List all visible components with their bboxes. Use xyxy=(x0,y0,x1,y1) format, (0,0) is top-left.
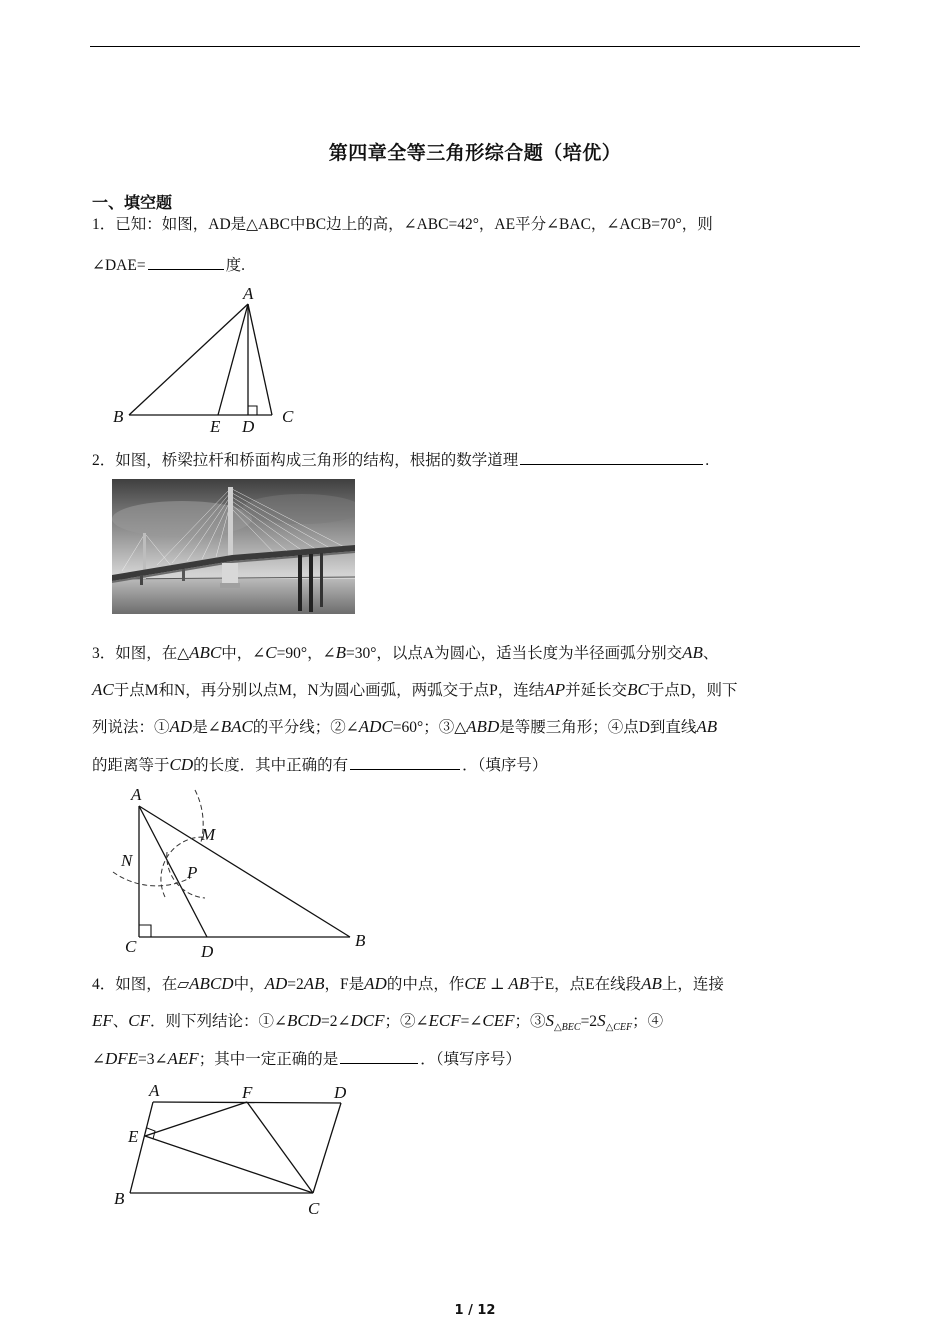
q1-line2 xyxy=(92,254,245,276)
q4-line2 xyxy=(92,1011,663,1038)
segment-ef xyxy=(145,1102,247,1136)
q4-l3e: ；其中一定正确的是 xyxy=(198,1051,339,1068)
q3-l1f: B xyxy=(335,643,346,662)
q4-l2e: BCD xyxy=(287,1011,322,1030)
q2-end: . xyxy=(705,452,710,469)
q4-l1j: CE xyxy=(464,974,487,993)
q4-l1k: ⊥ xyxy=(486,976,509,993)
q3-l2d: 并延长交 xyxy=(565,682,628,699)
q4-line1 xyxy=(92,974,724,995)
q1-triangle-figure xyxy=(105,282,305,437)
right-angle-mark xyxy=(139,925,151,937)
right-angle-mark xyxy=(248,406,257,415)
label-e: E xyxy=(128,1127,139,1146)
q4-l2i: ECF xyxy=(428,1011,461,1030)
q4-l2l: ；③ xyxy=(514,1013,546,1030)
arc-center-n xyxy=(167,852,205,898)
q4-l1d: AD xyxy=(264,974,288,993)
header-rule xyxy=(90,46,860,47)
q4-l2q: △CEF xyxy=(605,1022,633,1033)
label-c: C xyxy=(308,1199,320,1218)
q4-l2c: CF xyxy=(128,1011,151,1030)
label-d: D xyxy=(334,1083,347,1102)
q4-l2j: =∠ xyxy=(460,1013,483,1030)
label-b: B xyxy=(113,407,124,426)
page-number: 1 / 12 xyxy=(454,1303,496,1318)
q4-l2k: CEF xyxy=(482,1011,515,1030)
arc-center-a xyxy=(113,872,190,886)
q4-l1h: AD xyxy=(364,974,387,993)
label-c: C xyxy=(282,407,294,426)
q3-l1c: 中，∠ xyxy=(221,645,266,662)
label-a: A xyxy=(131,785,142,804)
label-b: B xyxy=(114,1189,125,1208)
q2-answer-blank[interactable] xyxy=(520,449,703,465)
segment-ce xyxy=(145,1136,313,1193)
label-p: P xyxy=(187,863,198,882)
q3-line4 xyxy=(92,754,547,776)
q1-angle-label: ∠DAE= xyxy=(92,257,146,274)
q3-l2b: 于点M和N，再分别以点M，N为圆心画弧，两弧交于点P，连结 xyxy=(113,682,545,699)
q3-l4d: ．（填序号） xyxy=(462,757,548,774)
q3-l3a: 列说法：① xyxy=(92,719,170,736)
q4-l2g: DCF xyxy=(350,1011,385,1030)
q4-l3b: DFE xyxy=(105,1049,139,1068)
q3-l1a: 3．如图，在△ xyxy=(92,645,190,662)
section-heading: 一、填空题 xyxy=(92,193,173,212)
label-d: D xyxy=(201,942,214,961)
q3-line1 xyxy=(92,643,718,664)
q4-l1e: =2 xyxy=(287,976,304,993)
q4-l2f: =2∠ xyxy=(321,1013,351,1030)
q3-l3g: =60°；③△ xyxy=(392,719,467,736)
q3-l1i: 、 xyxy=(702,645,719,662)
label-c: C xyxy=(125,937,137,956)
q2-text: 2．如图，桥梁拉杆和桥面构成三角形的结构，根据的数学道理 xyxy=(92,452,519,469)
q4-l1f: AB xyxy=(303,974,325,993)
q4-l2m: S xyxy=(545,1011,554,1030)
label-m: M xyxy=(201,825,216,844)
q3-l1b: ABC xyxy=(189,643,222,662)
q4-l1n: AB xyxy=(641,974,662,993)
q4-l2b: 、 xyxy=(112,1013,129,1030)
edge-ac xyxy=(248,304,272,415)
q3-l3e: 的平分线；②∠ xyxy=(252,719,359,736)
q4-l2p: S xyxy=(597,1011,606,1030)
q4-l3d: AEF xyxy=(167,1049,199,1068)
label-f: F xyxy=(242,1083,253,1102)
q3-l3c: 是∠ xyxy=(192,719,221,736)
q4-answer-blank[interactable] xyxy=(340,1048,418,1064)
q1-answer-blank[interactable] xyxy=(148,254,224,270)
q3-l1e: =90°，∠ xyxy=(276,645,336,662)
label-a: A xyxy=(149,1081,160,1100)
label-e: E xyxy=(210,417,221,436)
q3-l1d: C xyxy=(265,643,277,662)
bridge-photo xyxy=(112,479,355,614)
q3-l2a: AC xyxy=(92,680,114,699)
q3-l2f: 于点D，则下 xyxy=(648,682,738,699)
q4-l3a: ∠ xyxy=(92,1051,105,1068)
q3-l3j: AB xyxy=(696,717,718,736)
q3-l4b: CD xyxy=(169,755,194,774)
q3-l3b: AD xyxy=(169,717,193,736)
q4-l1m: 于E，点E在线段 xyxy=(529,976,642,993)
label-a: A xyxy=(243,284,254,303)
q3-l4a: 的距离等于 xyxy=(92,757,170,774)
q3-l4c: 的长度．其中正确的有 xyxy=(193,757,349,774)
q1-unit: 度. xyxy=(225,257,245,274)
q4-l1c: 中， xyxy=(233,976,265,993)
q3-l3f: ADC xyxy=(358,717,393,736)
q4-l2n: △BEC xyxy=(553,1022,581,1033)
edge-ba xyxy=(130,1102,153,1193)
q4-l2o: =2 xyxy=(580,1013,598,1030)
segment-cf xyxy=(247,1102,313,1193)
bisector-ae xyxy=(218,304,248,415)
q4-l1l: AB xyxy=(508,974,530,993)
q3-line3 xyxy=(92,717,717,738)
q4-l1b: ABCD xyxy=(189,974,234,993)
q4-l1g: ，F是 xyxy=(324,976,365,993)
q3-answer-blank[interactable] xyxy=(350,754,460,770)
q4-l1i: 的中点，作 xyxy=(386,976,465,993)
q4-l2a: EF xyxy=(92,1011,113,1030)
q3-l3i: 是等腰三角形；④点D到直线 xyxy=(499,719,697,736)
q4-l1a: 4．如图，在▱ xyxy=(92,976,190,993)
q4-l1o: 上，连接 xyxy=(661,976,724,993)
q4-l2r: ；④ xyxy=(632,1013,664,1030)
q4-l2h: ；②∠ xyxy=(384,1013,429,1030)
arc-center-m xyxy=(161,837,205,897)
q2-line xyxy=(92,449,709,471)
edge-dc xyxy=(313,1103,341,1193)
q3-l1g: =30°，以点A为圆心，适当长度为半径画弧分别交 xyxy=(345,645,683,662)
q4-l3c: =3∠ xyxy=(138,1051,168,1068)
edge-ab xyxy=(129,304,248,415)
q3-l2e: BC xyxy=(627,680,649,699)
q4-l3f: ．（填写序号） xyxy=(420,1051,521,1068)
q3-l2c: AP xyxy=(544,680,566,699)
q4-line3 xyxy=(92,1048,521,1070)
q3-line2 xyxy=(92,680,738,701)
q3-l1h: AB xyxy=(682,643,703,662)
q3-l3h: ABD xyxy=(466,717,500,736)
page-title: 第四章全等三角形综合题（培优） xyxy=(328,142,622,164)
label-b: B xyxy=(355,931,366,950)
q1-line1: 1．已知：如图，AD是△ABC中BC边上的高，∠ABC=42°，AE平分∠BAC，∠ACB=70°，则 xyxy=(92,216,713,233)
q4-parallelogram-figure xyxy=(105,1078,365,1223)
edge-ab xyxy=(139,806,350,937)
q4-l2d: ．则下列结论：①∠ xyxy=(150,1013,288,1030)
q3-triangle-figure xyxy=(105,782,375,962)
q3-l3d: BAC xyxy=(220,717,253,736)
label-d: D xyxy=(242,417,255,436)
label-n: N xyxy=(121,851,133,870)
